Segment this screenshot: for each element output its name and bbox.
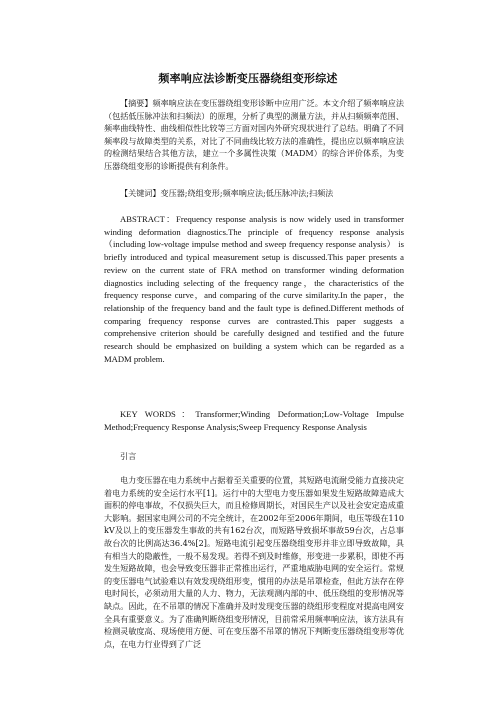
abstract-chinese: 【摘要】频率响应法在变压器绕组变形诊断中应用广泛。本文介绍了频率响应法（包括低压脉冲法和扫频法）的原理，分析了典型的测量方法，并从扫频频率范围、频率曲线特性、曲线相似性比较等三方面对国内外研究现状进行了总结。明确了不同频率段与故障类型的关系，对比了不同曲线比较方法的准确性，提出应以频率响应法的检测结果结合其他方法，建立一个多属性决策（MADM）的综合评价体系，为变压器绕组变形的诊断提供有利条件。 [104,98,404,171]
abstract-english: ABSTRACT：Frequency response analysis is now widely used in transformer winding deformation diagnostics.The principle of frequency response analysis （including low-voltage impulse method and sweep frequency response analysis） is briefly introduced and typical measurement setup is discussed.This paper presents a review on the current state of FRA method on transformer winding deformation diagnostics including selecting of the frequency range，the characteristics of the frequency response curve，and comparing of the curve similarity.In the paper，the relationship of the frequency band and the fault type is defined.Different methods of comparing frequency response curves are contrasted.This paper suggests a comprehensive criterion should be carefully designed and testified and the future research should be emphasized on building a system which can be regarded as a MADM problem. [104,214,404,364]
introduction-paragraph: 电力变压器在电力系统中占据着至关重要的位置，其短路电流耐受能力直接决定着电力系统的安全运行水平[1]。运行中的大型电力变压器如果发生短路故障造成大面积的停电事故，不仅损失巨大，而且检修周期长，对国民生产以及社会安定造成重大影响。据国家电网公司的不完全统计，在2002年至2006年期间，电压等级在110 kV及以上的变压器发生事故的共有162台次，而短路导致损坏事故59台次，占总事故台次的比例高达36.4%[2]。短路电流引起变压器绕组变形并非立即导致故障，具有相当大的隐蔽性，一般不易发现。若得不到及时维修，形变进一步累积，即使不再发生短路故障，也会导致变压器非正常推出运行，严重地威胁电网的安全运行。常规的变压器电气试验难以有效发现绕组形变，惯用的办法是吊罩检查，但此方法存在停电时间长，必须动用大量的人力、物力，无法观测内部的中、低压绕组的变形情况等缺点。因此，在不吊罩的情况下准确并及时发现变压器的绕组形变程度对提高电网安全具有重要意义。为了准确判断绕组变形情况，目前常采用频率响应法，该方法具有检测灵敏度高、现场使用方便、可在变压器不吊罩的情况下判断变压器绕组变形等优点，在电力行业得到了广泛 [104,475,404,649]
keywords-chinese: 【关键词】变压器;绕组变形;频率响应法;低压脉冲法;扫频法 [120,188,334,198]
section-heading-introduction: 引言 [120,451,137,461]
paper-title: 频率响应法诊断变压器绕组变形综述 [158,72,338,85]
keywords-english: KEY WORDS：Transformer;Winding Deformation;Low-Voltage Impulse Method;Frequency Response Analysis;Sweep Frequency Response Analysis [104,409,404,432]
